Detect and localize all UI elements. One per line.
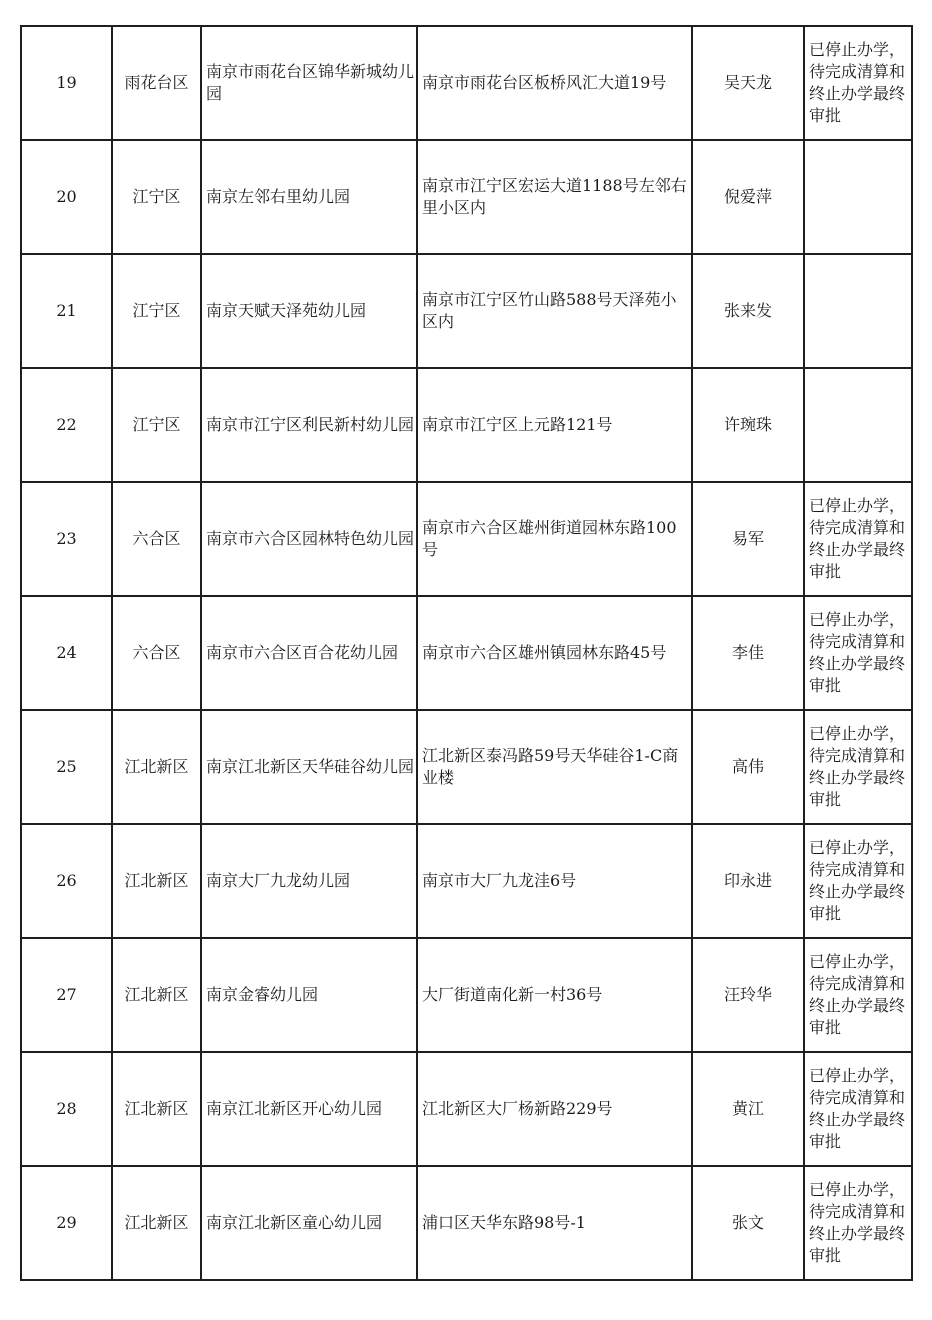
status-text: 已停止办学，待完成清算和终止办学最终审批	[809, 724, 906, 809]
kindergarten-name: 南京大厂九龙幼儿园	[206, 871, 351, 890]
table-row	[21, 596, 912, 710]
kindergarten-name: 南京市江宁区利民新村幼儿园	[206, 415, 415, 434]
row-number-cell	[21, 368, 112, 482]
row-number-cell	[21, 710, 112, 824]
kindergarten-name-cell	[201, 1166, 417, 1280]
kindergarten-name: 南京市六合区园林特色幼儿园	[206, 529, 415, 548]
status-text: 已停止办学，待完成清算和终止办学最终审批	[809, 1066, 906, 1151]
kindergarten-name: 南京市六合区百合花幼儿园	[206, 643, 399, 662]
kindergarten-name: 南京金睿幼儿园	[206, 985, 319, 1004]
address-cell	[417, 26, 692, 140]
person-cell	[692, 482, 804, 596]
status-cell	[804, 1052, 912, 1166]
district-text: 江北新区	[124, 1099, 189, 1118]
person-cell	[692, 368, 804, 482]
row-number-cell	[21, 26, 112, 140]
status-cell	[804, 1166, 912, 1280]
address-cell	[417, 1052, 692, 1166]
kindergarten-name-cell	[201, 1052, 417, 1166]
kindergarten-name-cell	[201, 254, 417, 368]
person-name: 汪玲华	[723, 985, 772, 1004]
person-name: 黄江	[731, 1099, 764, 1118]
kindergarten-name: 南京江北新区童心幼儿园	[206, 1213, 383, 1232]
status-text: 已停止办学，待完成清算和终止办学最终审批	[809, 1180, 906, 1265]
address-text: 南京市雨花台区板桥风汇大道19号	[422, 73, 667, 92]
person-cell	[692, 140, 804, 254]
status-cell	[804, 596, 912, 710]
table-row	[21, 140, 912, 254]
table-row	[21, 254, 912, 368]
row-number: 21	[56, 301, 77, 320]
row-number-cell	[21, 938, 112, 1052]
district-text: 六合区	[132, 529, 181, 548]
person-name: 吴天龙	[723, 73, 772, 92]
kindergarten-name-cell	[201, 140, 417, 254]
person-name: 李佳	[731, 643, 764, 662]
address-text: 江北新区泰冯路59号天华硅谷1-C商业楼	[422, 746, 679, 787]
status-text: 已停止办学，待完成清算和终止办学最终审批	[809, 496, 906, 581]
row-number: 19	[56, 73, 77, 92]
status-cell	[804, 254, 912, 368]
district-cell	[112, 26, 201, 140]
person-name: 印永进	[723, 871, 772, 890]
table-body	[21, 26, 912, 1280]
address-text: 南京市六合区雄州街道园林东路100号	[422, 518, 677, 559]
row-number: 20	[56, 187, 77, 206]
person-cell	[692, 824, 804, 938]
address-cell	[417, 938, 692, 1052]
district-cell	[112, 596, 201, 710]
status-cell	[804, 26, 912, 140]
person-name: 倪爱萍	[723, 187, 772, 206]
row-number-cell	[21, 1052, 112, 1166]
district-text: 六合区	[132, 643, 181, 662]
address-cell	[417, 482, 692, 596]
district-cell	[112, 140, 201, 254]
person-name: 张文	[731, 1213, 764, 1232]
table-row	[21, 368, 912, 482]
status-cell	[804, 482, 912, 596]
table-row	[21, 938, 912, 1052]
kindergarten-name-cell	[201, 596, 417, 710]
address-text: 南京市江宁区宏运大道1188号左邻右里小区内	[422, 176, 687, 217]
kindergarten-name-cell	[201, 938, 417, 1052]
table-row	[21, 482, 912, 596]
address-cell	[417, 824, 692, 938]
row-number: 29	[56, 1213, 77, 1232]
address-cell	[417, 140, 692, 254]
kindergarten-name: 南京左邻右里幼儿园	[206, 187, 351, 206]
address-cell	[417, 710, 692, 824]
district-text: 江北新区	[124, 1213, 189, 1232]
address-text: 南京市大厂九龙洼6号	[422, 871, 577, 890]
status-cell	[804, 824, 912, 938]
address-text: 南京市六合区雄州镇园林东路45号	[422, 643, 667, 662]
row-number-cell	[21, 596, 112, 710]
person-cell	[692, 1166, 804, 1280]
kindergarten-name-cell	[201, 26, 417, 140]
district-cell	[112, 1052, 201, 1166]
person-name: 易军	[731, 529, 764, 548]
row-number: 26	[56, 871, 77, 890]
district-text: 江北新区	[124, 757, 189, 776]
row-number: 23	[56, 529, 77, 548]
table-row	[21, 26, 912, 140]
district-text: 江宁区	[132, 187, 181, 206]
table-row	[21, 1052, 912, 1166]
row-number: 27	[56, 985, 77, 1004]
row-number: 22	[56, 415, 77, 434]
row-number-cell	[21, 254, 112, 368]
district-cell	[112, 824, 201, 938]
status-text: 已停止办学，待完成清算和终止办学最终审批	[809, 838, 906, 923]
kindergarten-table-page	[20, 25, 911, 1281]
row-number: 24	[56, 643, 77, 662]
district-text: 江北新区	[124, 985, 189, 1004]
row-number-cell	[21, 1166, 112, 1280]
table-row	[21, 710, 912, 824]
kindergarten-name: 南京天赋天泽苑幼儿园	[206, 301, 367, 320]
status-text: 已停止办学，待完成清算和终止办学最终审批	[809, 952, 906, 1037]
table-row	[21, 824, 912, 938]
address-text: 南京市江宁区竹山路588号天泽苑小区内	[422, 290, 677, 331]
status-cell	[804, 710, 912, 824]
person-cell	[692, 596, 804, 710]
person-cell	[692, 254, 804, 368]
kindergarten-name-cell	[201, 710, 417, 824]
address-text: 南京市江宁区上元路121号	[422, 415, 613, 434]
district-text: 江北新区	[124, 871, 189, 890]
address-text: 大厂街道南化新一村36号	[422, 985, 603, 1004]
district-cell	[112, 710, 201, 824]
district-text: 雨花台区	[124, 73, 189, 92]
person-cell	[692, 1052, 804, 1166]
address-cell	[417, 596, 692, 710]
district-cell	[112, 254, 201, 368]
person-cell	[692, 938, 804, 1052]
district-text: 江宁区	[132, 415, 181, 434]
row-number-cell	[21, 824, 112, 938]
person-name: 许琬珠	[723, 415, 772, 434]
status-cell	[804, 368, 912, 482]
kindergarten-name-cell	[201, 482, 417, 596]
status-cell	[804, 140, 912, 254]
kindergarten-name-cell	[201, 368, 417, 482]
row-number: 28	[56, 1099, 77, 1118]
district-cell	[112, 938, 201, 1052]
district-cell	[112, 482, 201, 596]
row-number: 25	[56, 757, 77, 776]
address-cell	[417, 254, 692, 368]
table-row	[21, 1166, 912, 1280]
district-cell	[112, 368, 201, 482]
address-text: 浦口区天华东路98号-1	[422, 1213, 586, 1232]
person-cell	[692, 710, 804, 824]
kindergarten-name: 南京江北新区天华硅谷幼儿园	[206, 757, 415, 776]
district-cell	[112, 1166, 201, 1280]
row-number-cell	[21, 482, 112, 596]
status-text: 已停止办学，待完成清算和终止办学最终审批	[809, 40, 906, 125]
status-text: 已停止办学，待完成清算和终止办学最终审批	[809, 610, 906, 695]
kindergarten-name-cell	[201, 824, 417, 938]
person-cell	[692, 26, 804, 140]
address-cell	[417, 1166, 692, 1280]
kindergarten-table	[20, 25, 913, 1281]
kindergarten-name: 南京市雨花台区锦华新城幼儿园	[206, 62, 415, 103]
address-text: 江北新区大厂杨新路229号	[422, 1099, 613, 1118]
person-name: 高伟	[731, 757, 764, 776]
kindergarten-name: 南京江北新区开心幼儿园	[206, 1099, 383, 1118]
status-cell	[804, 938, 912, 1052]
row-number-cell	[21, 140, 112, 254]
district-text: 江宁区	[132, 301, 181, 320]
address-cell	[417, 368, 692, 482]
person-name: 张来发	[723, 301, 772, 320]
